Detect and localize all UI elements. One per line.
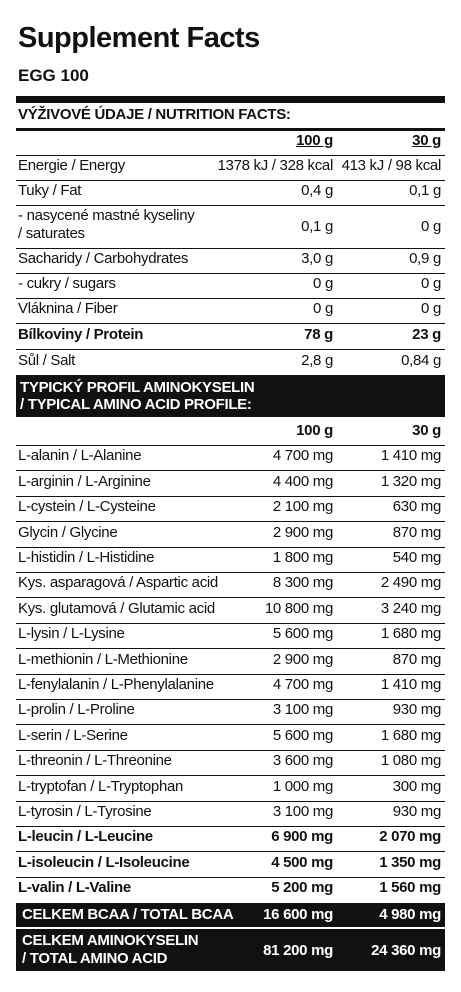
amino-row xyxy=(16,496,445,522)
row-value-30g: 1 410 mg xyxy=(380,447,441,465)
row-value-30g: 413 kJ / 98 kcal xyxy=(341,157,441,174)
amino-heading-line2: / TYPICAL AMINO ACID PROFILE: xyxy=(20,396,252,413)
thick-divider xyxy=(16,96,445,103)
amino-row xyxy=(16,547,445,573)
amino-row xyxy=(16,521,445,547)
nutrition-row xyxy=(16,248,445,274)
row-label: Kys. asparagová / Aspartic acid xyxy=(18,574,218,592)
row-label: Glycin / Glycine xyxy=(18,523,118,541)
amino-row xyxy=(16,597,445,623)
row-value-30g: 1 410 mg xyxy=(380,675,441,693)
nutrition-heading: VÝŽIVOVÉ ÚDAJE / NUTRITION FACTS: xyxy=(18,106,291,123)
row-label: L-lysin / L-Lysine xyxy=(18,625,125,643)
row-value-100g: 10 800 mg xyxy=(264,599,333,617)
row-value-30g: 540 mg xyxy=(392,548,441,566)
row-value-30g: 930 mg xyxy=(392,701,441,719)
row-value-30g: 870 mg xyxy=(392,523,441,541)
nutrition-row xyxy=(16,155,445,181)
row-label: L-valin / L-Valine xyxy=(18,879,131,897)
row-value-30g: 24 360 mg xyxy=(371,942,441,959)
nutrition-row xyxy=(16,349,445,375)
row-value-100g: 0 g xyxy=(313,300,333,317)
row-label-line2: / saturates xyxy=(18,225,85,242)
row-value-30g: 2 070 mg xyxy=(379,828,441,846)
amino-row xyxy=(16,674,445,700)
amino-row xyxy=(16,572,445,598)
nutrition-row xyxy=(16,273,445,299)
row-label: L-alanin / L-Alanine xyxy=(18,447,142,465)
row-label: Kys. glutamová / Glutamic acid xyxy=(18,599,215,617)
row-value-30g: 1 560 mg xyxy=(379,879,441,897)
row-value-30g: 1 680 mg xyxy=(380,625,441,643)
row-label: L-prolin / L-Proline xyxy=(18,701,135,719)
row-value-100g: 4 400 mg xyxy=(272,472,333,490)
nutrition-col-header xyxy=(16,131,445,156)
row-label: L-histidin / L-Histidine xyxy=(18,548,155,566)
amino-row xyxy=(16,623,445,649)
row-value-100g: 4 500 mg xyxy=(271,853,333,871)
row-label: L-isoleucin / L-Isoleucine xyxy=(18,853,190,871)
row-value-30g: 0 g xyxy=(421,275,441,292)
amino-row xyxy=(16,470,445,496)
row-value-30g: 3 240 mg xyxy=(380,599,441,617)
row-value-30g: 1 680 mg xyxy=(380,726,441,744)
col-100g-label: 100 g xyxy=(296,132,333,149)
amino-row-total xyxy=(16,929,445,971)
row-label: L-cystein / L-Cysteine xyxy=(18,498,156,516)
row-value-100g: 81 200 mg xyxy=(263,942,333,959)
amino-row xyxy=(16,877,445,902)
row-value-100g: 5 200 mg xyxy=(271,879,333,897)
amino-row-bcaa-total xyxy=(16,903,445,927)
row-label: L-threonin / L-Threonine xyxy=(18,752,172,770)
row-value-30g: 0 g xyxy=(421,300,441,317)
amino-row xyxy=(16,445,445,471)
amino-row xyxy=(16,826,445,852)
row-label: L-serin / L-Serine xyxy=(18,726,128,744)
row-label: Sůl / Salt xyxy=(18,352,76,369)
row-value-30g: 300 mg xyxy=(392,777,441,795)
amino-row xyxy=(16,801,445,827)
row-value-100g: 8 300 mg xyxy=(272,574,333,592)
row-value-100g: 3 600 mg xyxy=(272,752,333,770)
row-value-100g: 5 600 mg xyxy=(272,625,333,643)
row-label: L-leucin / L-Leucine xyxy=(18,828,153,846)
nutrition-row xyxy=(16,180,445,206)
supplement-title: Supplement Facts xyxy=(18,22,260,54)
row-value-100g: 78 g xyxy=(304,326,333,343)
row-value-100g: 16 600 mg xyxy=(263,906,333,923)
row-value-30g: 630 mg xyxy=(392,498,441,516)
row-value-100g: 3 100 mg xyxy=(272,802,333,820)
row-value-100g: 5 600 mg xyxy=(272,726,333,744)
row-value-100g: 6 900 mg xyxy=(271,828,333,846)
row-value-100g: 4 700 mg xyxy=(272,675,333,693)
product-name: EGG 100 xyxy=(18,66,89,85)
row-value-30g: 1 320 mg xyxy=(380,472,441,490)
row-value-30g: 2 490 mg xyxy=(380,574,441,592)
row-value-30g: 0 g xyxy=(421,218,441,235)
amino-heading xyxy=(16,375,445,417)
row-label: Sacharidy / Carbohydrates xyxy=(18,250,189,267)
row-value-100g: 2 900 mg xyxy=(272,523,333,541)
col-30g-label: 30 g xyxy=(412,132,441,149)
row-value-100g: 0 g xyxy=(313,275,333,292)
row-value-100g: 0,1 g xyxy=(301,218,333,235)
row-value-100g: 4 700 mg xyxy=(272,447,333,465)
amino-row xyxy=(16,750,445,776)
row-label: Tuky / Fat xyxy=(18,182,82,199)
row-value-100g: 0,4 g xyxy=(301,182,333,199)
nutrition-row xyxy=(16,298,445,324)
nutrition-row xyxy=(16,205,445,249)
row-value-30g: 1 350 mg xyxy=(379,853,441,871)
row-label: Energie / Energy xyxy=(18,157,125,174)
row-value-30g: 930 mg xyxy=(392,802,441,820)
row-label: L-fenylalanin / L-Phenylalanine xyxy=(18,675,214,693)
row-value-100g: 3,0 g xyxy=(301,250,333,267)
row-label: L-tyrosin / L-Tyrosine xyxy=(18,802,152,820)
row-value-30g: 4 980 mg xyxy=(379,906,441,923)
row-value-30g: 23 g xyxy=(412,326,441,343)
row-value-100g: 1 800 mg xyxy=(272,548,333,566)
row-value-30g: 870 mg xyxy=(392,650,441,668)
row-label: L-tryptofan / L-Tryptophan xyxy=(18,777,184,795)
amino-row xyxy=(16,648,445,674)
amino-row xyxy=(16,699,445,725)
row-value-30g: 0,1 g xyxy=(409,182,441,199)
row-value-30g: 0,84 g xyxy=(401,352,441,369)
row-label: L-methionin / L-Methionine xyxy=(18,650,188,668)
row-value-30g: 1 080 mg xyxy=(380,752,441,770)
row-label: Bílkoviny / Protein xyxy=(18,326,144,343)
row-label: L-arginin / L-Arginine xyxy=(18,472,151,490)
row-value-100g: 2,8 g xyxy=(301,352,333,369)
row-label: - nasycené mastné kyseliny xyxy=(18,207,195,224)
row-label: - cukry / sugars xyxy=(18,275,116,292)
row-label-line2: / TOTAL AMINO ACID xyxy=(22,950,168,967)
row-label: CELKEM BCAA / TOTAL BCAA xyxy=(22,906,234,923)
row-value-100g: 1 000 mg xyxy=(272,777,333,795)
row-value-100g: 2 100 mg xyxy=(272,498,333,516)
amino-heading-line1: TYPICKÝ PROFIL AMINOKYSELIN xyxy=(20,379,255,396)
amino-col-header xyxy=(16,417,445,446)
amino-row xyxy=(16,775,445,801)
row-label: Vláknina / Fiber xyxy=(18,300,118,317)
amino-row xyxy=(16,851,445,877)
row-value-100g: 2 900 mg xyxy=(272,650,333,668)
col-100g-label: 100 g xyxy=(296,422,333,439)
row-value-100g: 1378 kJ / 328 kcal xyxy=(217,157,333,174)
amino-row xyxy=(16,724,445,750)
row-value-100g: 3 100 mg xyxy=(272,701,333,719)
col-30g-label: 30 g xyxy=(412,422,441,439)
row-value-30g: 0,9 g xyxy=(409,250,441,267)
row-label: CELKEM AMINOKYSELIN xyxy=(22,932,199,949)
nutrition-row-protein xyxy=(16,323,445,350)
